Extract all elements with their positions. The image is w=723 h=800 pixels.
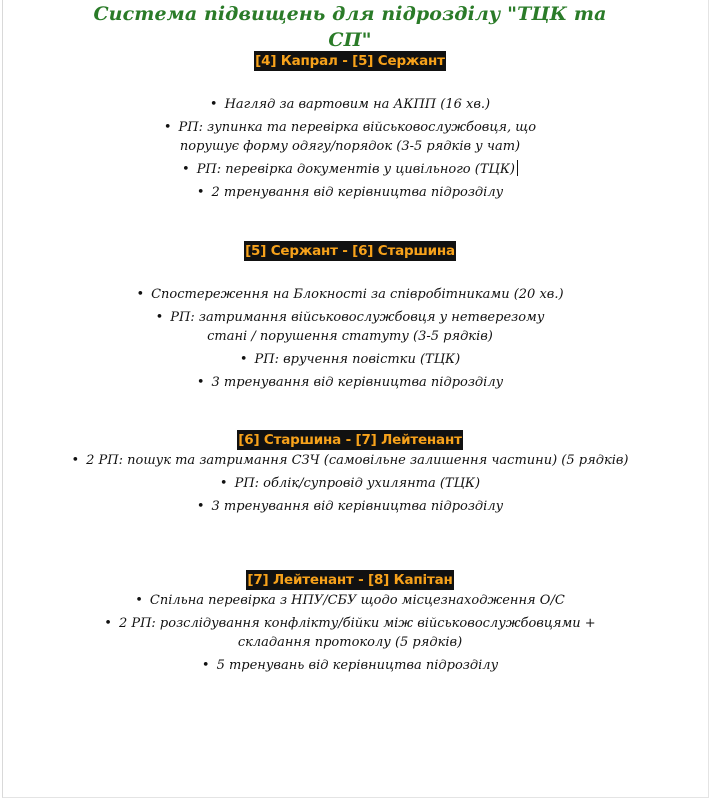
- bullet-icon: •: [135, 593, 143, 608]
- list-item: • РП: зупинка та перевірка військовослужбовця, що порушує форму одягу/порядок (3-5 рядків у чат): [163, 120, 537, 154]
- bullet-icon: •: [104, 616, 112, 631]
- bullet-icon: •: [239, 352, 248, 367]
- list-item: • 2 РП: розслідування конфлікту/бійки між військовослужбовцями + складання протоколу (5 рядків): [104, 616, 596, 650]
- promotion-section-4: [70, 570, 630, 679]
- scrollbar[interactable]: [711, 0, 723, 800]
- text-cursor: [517, 160, 518, 176]
- list-item: • РП: облік/супровід ухилянта (ТЦК): [219, 476, 481, 491]
- bullet-icon: •: [196, 185, 205, 200]
- requirements-list: [70, 95, 630, 202]
- bullet-icon: •: [163, 120, 172, 135]
- bullet-icon: •: [219, 476, 228, 491]
- document-body: [70, 0, 630, 673]
- promotion-section-3: [70, 430, 630, 520]
- requirements-list: [70, 285, 630, 392]
- bullet-icon: •: [196, 375, 205, 390]
- bullet-icon: •: [201, 658, 210, 673]
- requirements-list: [70, 591, 630, 675]
- requirements-list: [70, 451, 630, 516]
- rank-heading: [6] Старшина - [7] Лейтенант: [238, 432, 462, 448]
- bullet-icon: •: [155, 310, 164, 325]
- list-item: • РП: перевірка документів у цивільного (ТЦК): [70, 160, 630, 179]
- bullet-icon: •: [71, 453, 80, 468]
- bullet-icon: •: [136, 287, 145, 302]
- list-item: • 3 тренування від керівництва підрозділу: [196, 499, 504, 514]
- promotion-section-2: [70, 241, 630, 396]
- rank-heading: [4] Капрал - [5] Сержант: [255, 53, 445, 69]
- list-item: • 3 тренування від керівництва підрозділу: [196, 375, 504, 390]
- list-item: • РП: вручення повістки (ТЦК): [239, 352, 461, 367]
- list-item: • Нагляд за вартовим на АКПП (16 хв.): [209, 97, 491, 112]
- bullet-icon: •: [196, 499, 205, 514]
- list-item: • Спостереження на Блокності за співробітниками (20 хв.): [136, 287, 564, 302]
- rank-heading: [7] Лейтенант - [8] Капітан: [247, 572, 453, 588]
- bullet-icon: •: [182, 162, 190, 177]
- bullet-icon: •: [209, 97, 218, 112]
- promotion-section-1: [70, 51, 630, 206]
- list-item: • 5 тренувань від керівництва підрозділу: [201, 658, 499, 673]
- list-item: • 2 тренування від керівництва підрозділу: [196, 185, 504, 200]
- rank-heading: [5] Сержант - [6] Старшина: [245, 243, 455, 259]
- list-item: • 2 РП: пошук та затримання СЗЧ (самовільне залишення частини) (5 рядків): [71, 453, 629, 468]
- list-item: • Спільна перевірка з НПУ/СБУ щодо місцезнаходження О/С: [135, 593, 565, 608]
- list-item: • РП: затримання військовослужбовця у нетверезому стані / порушення статуту (3-5 рядків): [155, 310, 545, 344]
- document-title: Система підвищень для підрозділу "ТЦК та СП": [93, 3, 607, 51]
